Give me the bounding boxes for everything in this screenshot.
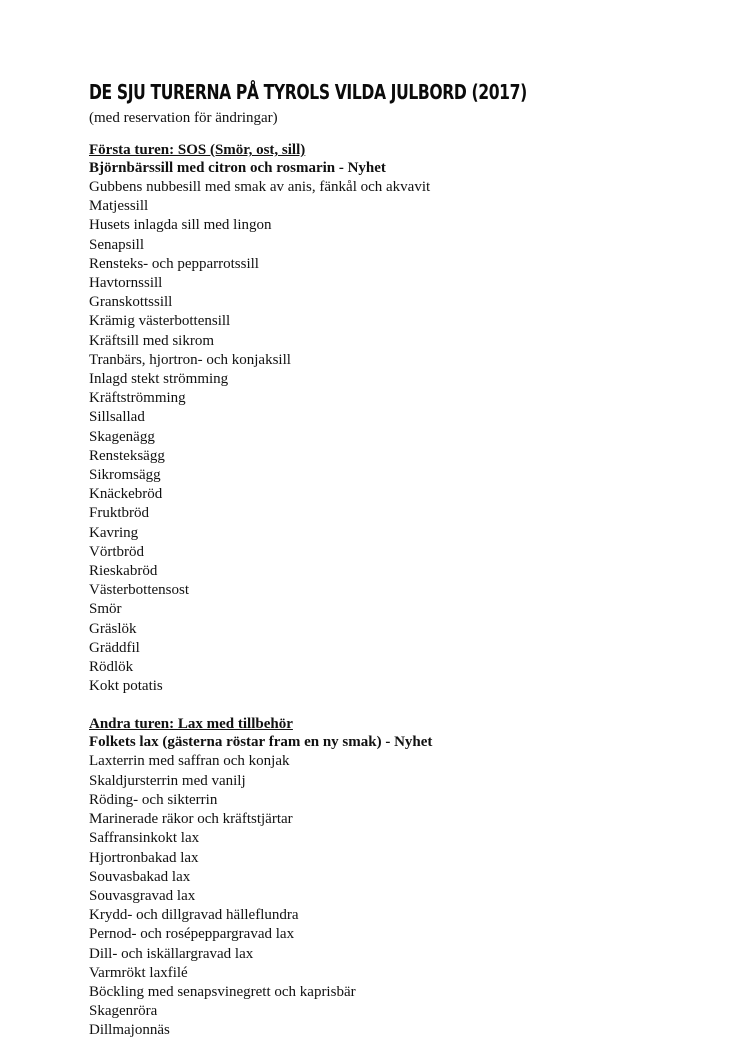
menu-item: Dillmajonnäs <box>89 1022 170 1039</box>
menu-item: Smör <box>89 601 122 618</box>
menu-item: Souvasbakad lax <box>89 868 191 885</box>
menu-item-list <box>89 178 689 696</box>
menu-item: Böckling med senapsvinegrett och kaprisbär <box>89 983 356 1000</box>
menu-item: Rensteksägg <box>89 447 165 464</box>
menu-item: Granskottssill <box>89 294 173 311</box>
menu-item: Laxterrin med saffran och konjak <box>89 753 290 770</box>
menu-item: Skagenröra <box>89 1003 158 1020</box>
menu-item: Västerbottensost <box>89 582 189 599</box>
menu-item: Gräddfil <box>89 639 140 656</box>
menu-item: Rensteks- och pepparrotssill <box>89 255 259 272</box>
menu-item: Knäckebröd <box>89 486 163 503</box>
menu-item: Inlagd stekt strömming <box>89 371 229 388</box>
section-highlight-item: Folkets lax (gästerna röstar fram en ny smak) - Nyhet <box>89 734 433 751</box>
menu-item: Fruktbröd <box>89 505 149 522</box>
menu-item: Tranbärs, hjortron- och konjaksill <box>89 351 291 368</box>
menu-item: Vörtbröd <box>89 543 144 560</box>
section-second-course <box>89 715 689 1040</box>
menu-item: Dill- och iskällargravad lax <box>89 945 254 962</box>
menu-item: Pernod- och rosépeppargravad lax <box>89 926 295 943</box>
menu-item: Senapsill <box>89 236 144 253</box>
document-subtitle: (med reservation för ändringar) <box>89 110 278 126</box>
menu-item-list <box>89 752 689 1040</box>
menu-item: Sikromsägg <box>89 467 161 484</box>
menu-item: Krämig västerbottensill <box>89 313 231 330</box>
menu-item: Saffransinkokt lax <box>89 830 200 847</box>
menu-item: Sillsallad <box>89 409 145 426</box>
menu-item: Varmrökt laxfilé <box>89 964 188 981</box>
section-highlight-item: Björnbärssill med citron och rosmarin - Nyhet <box>89 160 386 176</box>
menu-item: Skagenägg <box>89 428 155 445</box>
menu-item: Krydd- och dillgravad hälleflundra <box>89 907 299 924</box>
menu-item: Gubbens nubbesill med smak av anis, fänkål och akvavit <box>89 179 431 195</box>
menu-item: Kavring <box>89 524 139 541</box>
menu-item: Souvasgravad lax <box>89 887 196 904</box>
menu-item: Rödlök <box>89 659 134 676</box>
menu-item: Skaldjursterrin med vanilj <box>89 772 246 789</box>
menu-item: Marinerade räkor och kräftstjärtar <box>89 811 293 828</box>
menu-item: Husets inlagda sill med lingon <box>89 217 272 234</box>
menu-item: Gräslök <box>89 620 137 637</box>
menu-item: Rieskabröd <box>89 563 158 580</box>
menu-item: Hjortronbakad lax <box>89 849 199 866</box>
section-first-course <box>89 141 689 696</box>
menu-item: Havtornssill <box>89 275 163 292</box>
menu-item: Kräftsill med sikrom <box>89 332 214 349</box>
document-title: DE SJU TURERNA PÅ TYROLS VILDA JULBORD (2017) <box>89 80 527 104</box>
document-page <box>89 80 689 1041</box>
menu-item: Matjessill <box>89 198 149 215</box>
section-heading: Andra turen: Lax med tillbehör <box>89 716 293 733</box>
menu-item: Kräftströmming <box>89 390 186 407</box>
menu-item: Kokt potatis <box>89 678 163 695</box>
section-heading: Första turen: SOS (Smör, ost, sill) <box>89 142 306 158</box>
menu-item: Röding- och sikterrin <box>89 791 218 808</box>
